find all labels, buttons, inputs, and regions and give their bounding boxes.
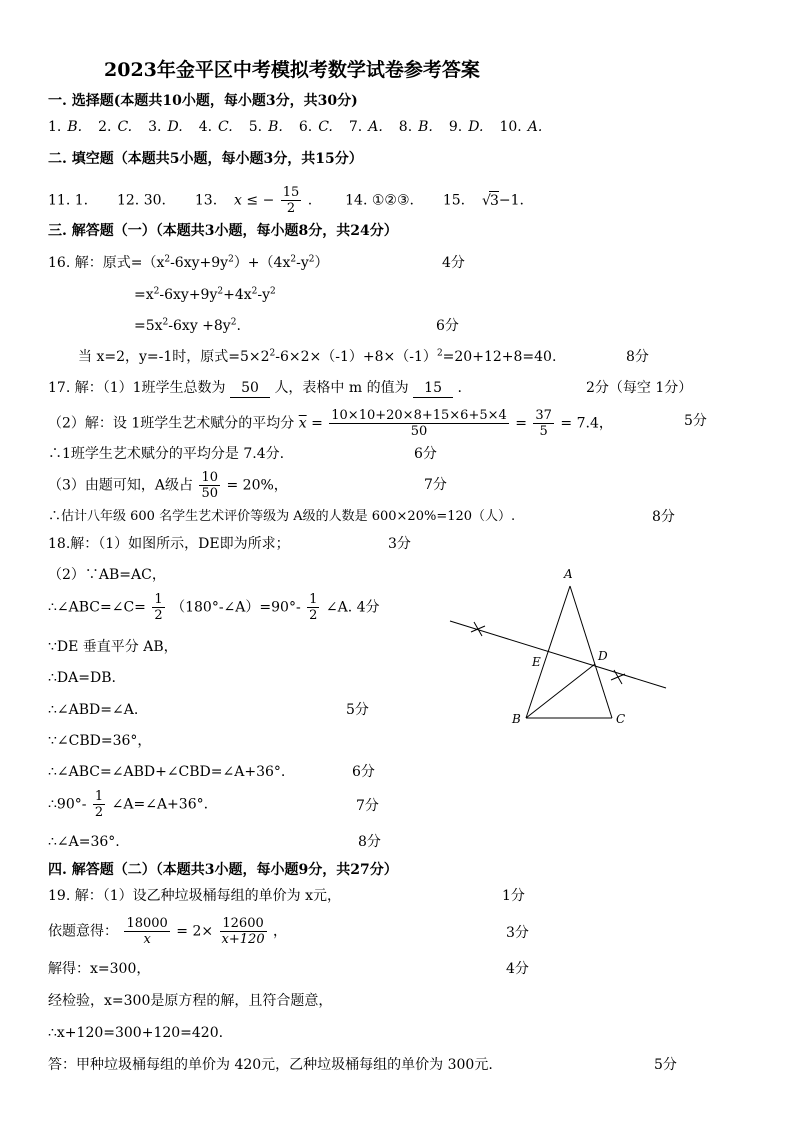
q19-score-4: 5分 <box>654 1057 677 1073</box>
q19-score-1: 1分 <box>502 888 525 904</box>
q17-line-4: （3）由题可知，A级占 $\frac{10}{50}$ = 20%， <box>48 470 288 501</box>
q18-line-6: ∴∠ABD=∠A. <box>48 702 139 718</box>
label-c: C <box>616 712 626 726</box>
triangle-figure <box>440 560 680 740</box>
answer-13-number: 13. <box>194 192 218 209</box>
q17-line-1: 17. 解：（1）1班学生总数为 50 人，表格中 m 的值为 15 . <box>48 380 462 396</box>
q16-line-2: $=x^2-6xy+9y^2+4x^2-y^2$ <box>134 286 276 303</box>
arc-mark-left <box>471 622 485 636</box>
label-b: B <box>512 712 521 726</box>
q17-score-5: 8分 <box>652 509 675 525</box>
mc-answer: 5. B. <box>248 119 283 135</box>
q18-score-6: 8分 <box>358 834 381 850</box>
q18-line-2: （2）∵AB=AC， <box>48 567 166 583</box>
q18-line-1: 18.解：（1）如图所示，DE即为所求； <box>48 536 290 552</box>
answer-13-lhs: x ≤ − <box>234 192 275 209</box>
q16-line-1: 16. 解：原式$=(x^2-6xy+9y^2)+(4x^2-y^2)$ <box>48 254 329 271</box>
q17-blank-2: 15 <box>413 379 453 398</box>
q19-line-4: 经检验，x=300是原方程的解，且符合题意， <box>48 993 333 1009</box>
q18-line-3: ∴∠ABC=∠C= $\frac{1}{2}$ （180°-∠A）=90°- $\frac{1}{2}$ ∠A. 4分 <box>48 592 380 623</box>
q18-line-5: ∴DA=DB. <box>48 670 116 686</box>
label-e: E <box>532 655 541 669</box>
q19-score-2: 3分 <box>506 925 529 941</box>
mc-answer: 4. C. <box>198 119 233 135</box>
mc-answer: 2. C. <box>98 119 133 135</box>
label-d: D <box>598 649 608 663</box>
q18-score-2: 4分 <box>356 599 380 616</box>
label-a: A <box>564 567 573 581</box>
q18-score-3: 5分 <box>346 702 369 718</box>
mc-answer: 6. C. <box>298 119 333 135</box>
mc-answer: 1. B. <box>48 119 83 135</box>
q17-line-3: ∴1班学生艺术赋分的平均分是 7.4分. <box>48 446 285 462</box>
q17-line-2: （2）解：设 1班学生艺术赋分的平均分 $\overline{x}$ = $\frac{10\times 10+20\times 8+15\times 6+5\times 4}{50}$ = $\frac{37}{5}$ = 7.4， <box>48 408 613 439</box>
mc-answer: 8. B. <box>398 119 433 135</box>
mc-answer: 3. D. <box>148 119 183 135</box>
q18-score-1: 3分 <box>388 536 411 552</box>
q18-score-4: 6分 <box>352 764 375 780</box>
segment-bd <box>526 664 595 718</box>
section-2-heading: 二. 填空题（本题共5小题，每小题3分，共15分） <box>48 151 363 167</box>
q19-line-2: 依题意得： $\frac{18000}{x}$ = 2× $\frac{12600}{x+120}$ ， <box>48 916 288 947</box>
mean-symbol: $\overline{x}$ <box>298 415 307 432</box>
multiple-choice-answers <box>48 118 558 136</box>
q19-score-3: 4分 <box>506 961 529 977</box>
answer-11: 11. 1. <box>48 192 89 209</box>
q19-line-6: 答：甲种垃圾桶每组的单价为 420元，乙种垃圾桶每组的单价为 300元. <box>48 1057 493 1073</box>
side-ab <box>526 586 570 718</box>
section-1-heading: 一. 选择题(本题共10小题，每小题3分，共30分) <box>48 93 358 109</box>
section-4-heading: 四. 解答题（二）（本题共3小题，每小题9分，共27分） <box>48 862 398 878</box>
mc-answer: 9. D. <box>448 119 484 135</box>
q18-score-5: 7分 <box>356 798 379 814</box>
page-title: 2023年金平区中考模拟考数学试卷参考答案 <box>104 59 480 81</box>
q16-line-4: 当 x=2，y=-1时，原式$=5\times 2^2-6\times 2\times(-1)+8\times(-1)^2=20+12+8=40$. <box>78 348 557 365</box>
q16-score-3: 8分 <box>626 349 649 365</box>
q18-line-4: ∵DE 垂直平分 AB， <box>48 639 178 655</box>
q18-line-10: ∴∠A=36°. <box>48 834 120 850</box>
q19-line-5: ∴x+120=300+120=420. <box>48 1025 224 1041</box>
answer-12: 12. 30. <box>116 192 166 209</box>
q17-score-3: 6分 <box>414 446 437 462</box>
q17-score-2: 5分 <box>684 413 707 429</box>
q18-line-8: ∴∠ABC=∠ABD+∠CBD=∠A+36°. <box>48 764 286 780</box>
mean-fraction: $\frac{10\times 10+20\times 8+15\times 6+5\times 4}{50}$ <box>331 408 507 439</box>
answer-13-fraction: $\frac{15}{2}$ <box>282 185 300 216</box>
q18-line-9: ∴90°- $\frac{1}{2}$ ∠A=∠A+36°. <box>48 789 209 820</box>
q16-score-1: 4分 <box>442 255 465 271</box>
q17-score-1: 2分（每空 1分） <box>586 380 693 396</box>
answer-15-sqrt: √3 <box>482 192 499 209</box>
q16-score-2: 6分 <box>436 318 459 334</box>
mc-answer: 7. A. <box>348 119 383 135</box>
answer-14: 14. ①②③. <box>345 192 414 209</box>
section-3-heading: 三. 解答题（一）（本题共3小题，每小题8分，共24分） <box>48 223 398 239</box>
q16-line-3: $=5x^2-6xy +8y^2$. <box>134 317 241 334</box>
perpendicular-bisector-line <box>450 621 666 688</box>
fill-blank-answers: 11. 1. 12. 30. 13. x ≤ − $\frac{15}{2}$ . 14. ①②③. 15. √3−1. <box>48 185 524 216</box>
q17-line-5: ∴估计八年级 600 名学生艺术评价等级为 A级的人数是 600×20%=120（人）. <box>48 509 516 524</box>
answer-15-number: 15. <box>442 192 466 209</box>
q19-line-3: 解得：x=300， <box>48 961 151 977</box>
q17-blank-1: 50 <box>230 379 270 398</box>
q18-line-7: ∵∠CBD=36°， <box>48 733 152 749</box>
q19-line-1: 19. 解：（1）设乙种垃圾桶每组的单价为 x元， <box>48 888 341 904</box>
q17-score-4: 7分 <box>424 477 447 493</box>
mc-answer: 10. A. <box>499 119 543 135</box>
